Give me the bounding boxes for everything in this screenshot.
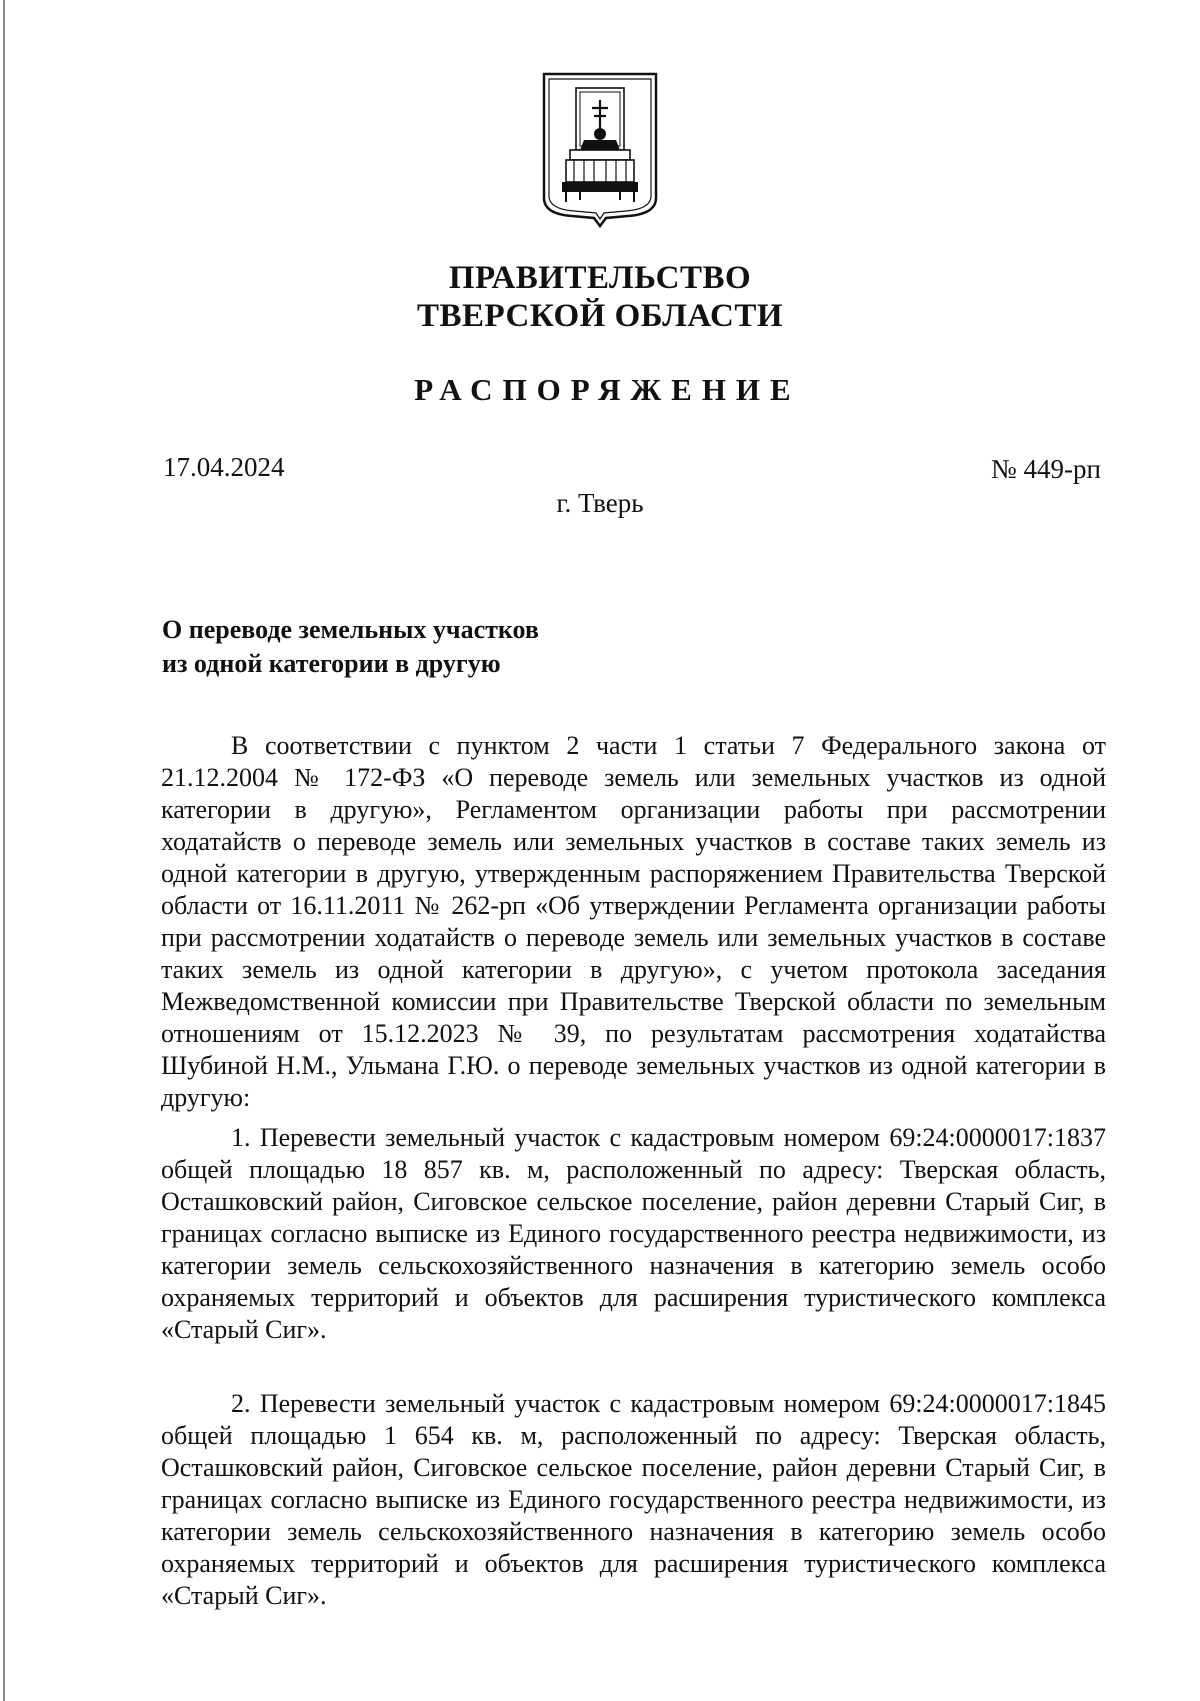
subject-line2: из одной категории в другую [162, 649, 501, 678]
intro-paragraph: В соответствии с пунктом 2 части 1 статьи 7 Федерального закона от 21.12.2004 № 172-ФЗ «О переводе земель или земельных участков из одной категории в другую», Регламентом организации работы при рассмотрении ходатайств о переводе земель или земельных участков в составе таких земель из одной категории в другую, утвержденным распоряжением Правительства Тверской области от 16.11.2011 № 262-рп «Об утверждении Регламента организации работы при рассмотрении ходатайств о переводе земель или земельных участков в составе таких земель из одной категории в другую», с учетом протокола заседания Межведомственной комиссии при Правительстве Тверской области по земельным отношениям от 15.12.2023 № 39, по результатам рассмотрения ходатайства Шубиной Н.М., Ульмана Г.Ю. о переводе земельных участков из одной категории в другую: [161, 731, 1106, 1112]
document-subject [162, 613, 539, 681]
organization-name-line2: ТВЕРСКОЙ ОБЛАСТИ [416, 298, 784, 334]
document-number: № 449-рп [991, 454, 1101, 484]
document-date: 17.04.2024 [163, 452, 285, 482]
document-city: г. Тверь [556, 488, 644, 518]
item-2-paragraph: 2. Перевести земельный участок с кадастровым номером 69:24:0000017:1845 общей площадью 1 654 кв. м, расположенный по адресу: Тверская область, Осташковский район, Сиговское сельское поселение, район деревни Старый Сиг, в границах согласно выписке из Единого государственного реестра недвижимости, из категории земель сельскохозяйственного назначения в категорию земель особо охраняемых территорий и объектов для расширения туристического комплекса «Старый Сиг». [161, 1389, 1106, 1610]
document-type-title: РАСПОРЯЖЕНИЕ [414, 372, 801, 407]
organization-name-line1: ПРАВИТЕЛЬСТВО [448, 260, 752, 296]
tver-oblast-coat-of-arms-icon [540, 70, 660, 230]
subject-line1: О переводе земельных участков [162, 615, 539, 644]
item-1-paragraph: 1. Перевести земельный участок с кадастровым номером 69:24:0000017:1837 общей площадью 18 857 кв. м, расположенный по адресу: Тверская область, Осташковский район, Сиговское сельское поселение, район деревни Старый Сиг, в границах согласно выписке из Единого государственного реестра недвижимости, из категории земель сельскохозяйственного назначения в категорию земель особо охраняемых территорий и объектов для расширения туристического комплекса «Старый Сиг». [161, 1123, 1106, 1344]
scan-edge-line [3, 0, 5, 1701]
